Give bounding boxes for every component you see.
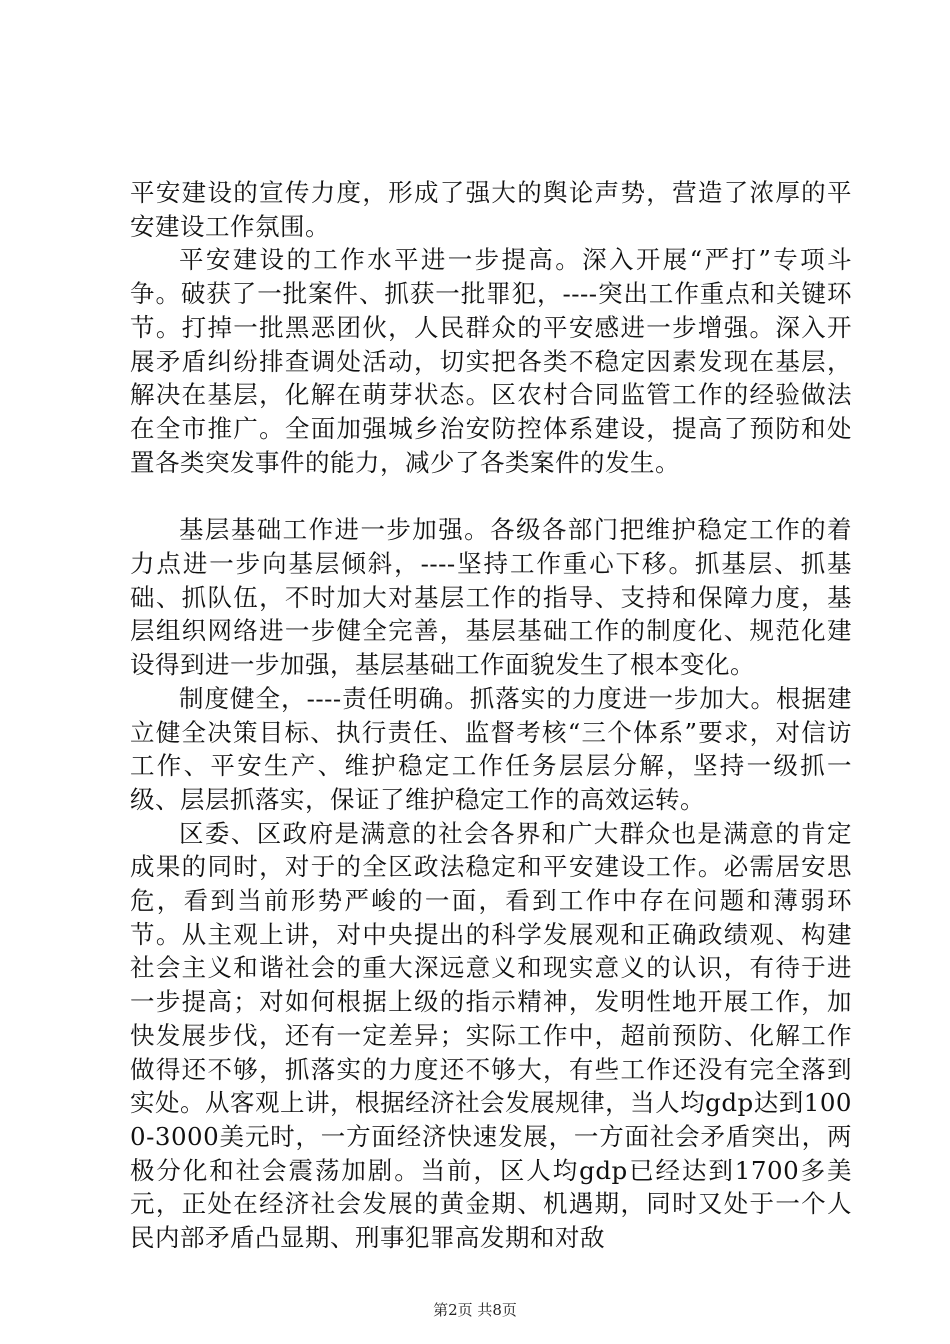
paragraph-2: 平安建设的工作水平进一步提高。深入开展“严打”专项斗争。破获了一批案件、抓获一批罪犯，----突出工作重点和关键环节。打掉一批黑恶团伙，人民群众的平安感进一步增强。深入开展矛盾纠纷排查调处活动，切实把各类不稳定因素发现在基层，解决在基层，化解在萌芽状态。区农村合同监管工作的经验做法在全市推广。全面加强城乡治安防控体系建设，提高了预防和处置各类突发事件的能力，减少了各类案件的发生。 (130, 245, 852, 477)
paragraph-3: 基层基础工作进一步加强。各级各部门把维护稳定工作的着力点进一步向基层倾斜，----坚持工作重心下移。抓基层、抓基础、抓队伍，不时加大对基层工作的指导、支持和保障力度，基层组织网络进一步健全完善，基层基础工作的制度化、规范化建设得到进一步加强，基层基础工作面貌发生了根本变化。 (130, 515, 852, 680)
paragraph-4: 制度健全，----责任明确。抓落实的力度进一步加大。根据建立健全决策目标、执行责任、监督考核“三个体系”要求，对信访工作、平安生产、维护稳定工作任务层层分解，坚持一级抓一级、层层抓落实，保证了维护稳定工作的高效运转。 (130, 683, 852, 814)
paragraph-5: 区委、区政府是满意的社会各界和广大群众也是满意的肯定成果的同时，对于的全区政法稳定和平安建设工作。必需居安思危，看到当前形势严峻的一面，看到工作中存在问题和薄弱环节。从主观上讲，对中央提出的科学发展观和正确政绩观、构建社会主义和谐社会的重大深远意义和现实意义的认识，有待于进一步提高；对如何根据上级的指示精神，发明性地开展工作，加快发展步伐，还有一定差异；实际工作中，超前预防、化解工作做得还不够，抓落实的力度还不够大，有些工作还没有完全落到实处。从客观上讲，根据经济社会发展规律，当人均gdp达到1000-3000美元时，一方面经济快速发展，一方面社会矛盾突出，两极分化和社会震荡加剧。当前，区人均gdp已经达到1700多美元，正处在经济社会发展的黄金期、机遇期，同时又处于一个人民内部矛盾凸显期、刑事犯罪高发期和对敌 (130, 818, 852, 1253)
paragraph-1: 平安建设的宣传力度，形成了强大的舆论声势，营造了浓厚的平安建设工作氛围。 (130, 178, 852, 241)
document-body (130, 176, 852, 1255)
page-number-footer: 第2页 共8页 (433, 1301, 517, 1319)
